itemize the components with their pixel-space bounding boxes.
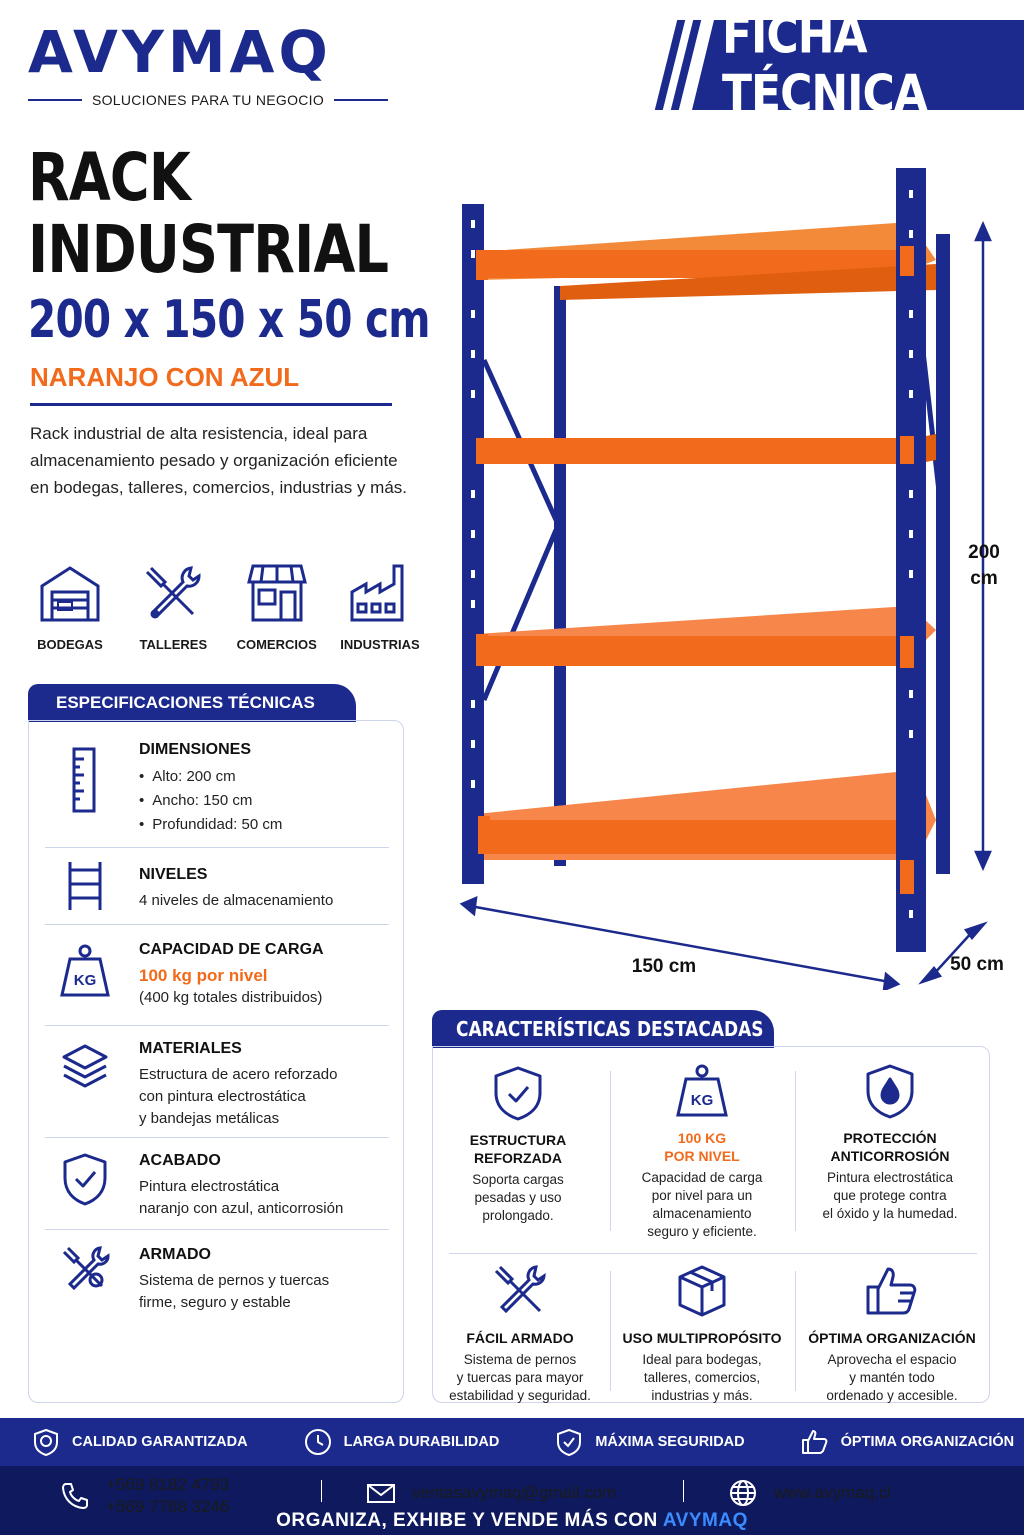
feature-divider <box>449 1253 977 1254</box>
badge-label: CALIDAD GARANTIZADA <box>72 1434 248 1450</box>
spec-detail: (400 kg totales distribuidos) <box>139 989 323 1006</box>
slogan-brand: AVYMAQ <box>662 1510 748 1531</box>
feature-desc-line: que protege contra <box>833 1188 947 1203</box>
feature-title <box>425 1131 611 1167</box>
brand-logo <box>28 18 388 108</box>
feature-desc-line: Capacidad de carga <box>641 1170 763 1185</box>
product-title <box>28 139 389 288</box>
badge-label: LARGA DURABILIDAD <box>343 1434 500 1450</box>
spec-title: CAPACIDAD DE CARGA <box>139 941 324 958</box>
feature-desc-line: Sistema de pernos <box>463 1352 577 1367</box>
spec-text <box>139 1244 389 1314</box>
thumbs-up-icon <box>864 1263 920 1319</box>
features-heading-text: CARACTERÍSTICAS DESTACADAS <box>456 1017 764 1041</box>
clock-icon <box>304 1428 332 1456</box>
layers-icon <box>60 1042 110 1092</box>
feature-desc-line: seguro y eficiente. <box>647 1224 757 1239</box>
use-case-label: TALLERES <box>139 637 208 652</box>
badge-durability <box>304 1428 500 1456</box>
product-title-line2: INDUSTRIAL <box>28 211 389 288</box>
feature-divider <box>795 1071 796 1231</box>
spec-icon-wrap <box>45 1244 125 1294</box>
feature-divider <box>795 1271 796 1391</box>
title-divider <box>30 403 392 406</box>
spec-title: ACABADO <box>139 1152 221 1169</box>
feature-description <box>797 1169 983 1223</box>
use-case-label: BODEGAS <box>37 637 103 652</box>
globe-icon <box>728 1478 758 1508</box>
badges-bar <box>0 1418 1024 1466</box>
dimension-item: • Ancho: 150 cm <box>139 789 389 813</box>
feature-desc-line: el óxido y la humedad. <box>822 1206 958 1221</box>
wrench-icon <box>60 1244 110 1294</box>
slogan-text: ORGANIZA, EXHIBE Y VENDE MÁS CON <box>276 1510 658 1531</box>
height-dimension-label <box>956 540 1012 592</box>
tools-icon <box>492 1263 548 1319</box>
use-case-bodegas <box>20 562 120 652</box>
rack-shelf <box>476 770 936 860</box>
feature-description <box>425 1171 611 1225</box>
badge-security <box>555 1428 744 1456</box>
website-url[interactable]: www.avymaq.cl <box>774 1483 892 1502</box>
spec-assembly <box>45 1230 389 1330</box>
dimension-list <box>139 765 389 837</box>
contact-email[interactable] <box>366 1478 616 1508</box>
tagline-rule-right <box>334 99 388 101</box>
height-unit: cm <box>970 568 998 589</box>
feature-protection <box>797 1063 983 1223</box>
feature-title <box>797 1129 983 1165</box>
rack-drawing <box>440 160 1024 990</box>
spec-text <box>139 939 389 1009</box>
feature-desc-line: industrias y más. <box>651 1388 753 1403</box>
feature-desc-line: estabilidad y seguridad. <box>449 1388 591 1403</box>
spec-highlight: 100 kg por nivel <box>139 966 268 985</box>
mail-icon <box>366 1478 396 1508</box>
contact-web[interactable] <box>728 1478 891 1508</box>
dimension-item: • Profundidad: 50 cm <box>139 813 389 837</box>
box-icon <box>674 1263 730 1319</box>
spec-detail: 4 niveles de almacenamiento <box>139 892 334 909</box>
feature-description <box>609 1169 795 1241</box>
spec-title: MATERIALES <box>139 1040 242 1057</box>
product-description: Rack industrial de alta resistencia, ideal para almacenamiento pesado y organización eficiente en bodegas, talleres, comercios, industrias y más. <box>30 424 408 497</box>
feature-title-line: ESTRUCTURA <box>469 1132 567 1148</box>
spec-finish <box>45 1138 389 1230</box>
feature-title: FÁCIL ARMADO <box>466 1330 574 1346</box>
dimension-item: • Alto: 200 cm <box>139 765 389 789</box>
spec-icon-wrap <box>45 860 125 912</box>
email-address[interactable]: ventasavymaq@gmail.com <box>412 1483 617 1502</box>
contact-divider <box>321 1480 322 1502</box>
phone-icon <box>60 1481 90 1511</box>
use-case-industrias <box>330 562 430 652</box>
spec-icon-wrap <box>45 1152 125 1206</box>
use-case-comercios <box>227 562 327 652</box>
spec-detail: con pintura electrostática <box>139 1088 306 1105</box>
spec-title: ARMADO <box>139 1246 211 1263</box>
spec-detail: firme, seguro y estable <box>139 1294 291 1311</box>
factory-icon <box>348 562 412 624</box>
specs-heading: ESPECIFICACIONES TÉCNICAS <box>28 684 356 722</box>
weight-icon-label: KG <box>690 1092 714 1109</box>
spec-detail: naranjo con azul, anticorrosión <box>139 1200 344 1217</box>
feature-desc-line: prolongado. <box>482 1208 554 1223</box>
rack-illustration <box>440 160 1024 990</box>
spec-icon-wrap <box>45 1042 125 1092</box>
feature-title-line: POR NIVEL <box>664 1148 740 1164</box>
feature-title-line: PROTECCIÓN <box>843 1130 937 1146</box>
specs-panel <box>28 720 404 1403</box>
rack-rear-post <box>554 286 566 866</box>
height-value: 200 <box>968 542 1000 563</box>
contact-divider <box>683 1480 684 1502</box>
slogan <box>0 1510 1024 1532</box>
spec-capacity <box>45 925 389 1026</box>
ruler-icon <box>60 747 110 813</box>
rack-rear-post <box>936 234 950 874</box>
weight-icon-label: KG <box>73 972 97 989</box>
spec-text <box>139 1038 389 1130</box>
product-color: NARANJO CON AZUL <box>30 362 300 392</box>
brand-tagline <box>28 92 388 108</box>
feature-title: ÓPTIMA ORGANIZACIÓN <box>808 1330 976 1346</box>
feature-capacity <box>609 1063 795 1241</box>
rack-front-post <box>896 168 926 952</box>
feature-title-line: REFORZADA <box>474 1150 562 1166</box>
spec-detail: Sistema de pernos y tuercas <box>139 1272 330 1289</box>
shield-check-icon <box>490 1065 546 1121</box>
features-panel <box>432 1046 990 1403</box>
warehouse-icon <box>38 562 102 624</box>
rack-shelf <box>476 434 936 464</box>
feature-desc-line: almacenamiento <box>652 1206 752 1221</box>
feature-desc-line: pesadas y uso <box>474 1190 562 1205</box>
product-title-line1: RACK <box>28 139 190 216</box>
feature-desc-line: Soporta cargas <box>472 1172 564 1187</box>
shield-check-icon <box>555 1428 583 1456</box>
feature-description <box>609 1351 795 1405</box>
feature-multipurpose <box>609 1263 795 1405</box>
feature-description <box>799 1351 985 1405</box>
store-icon <box>245 562 309 624</box>
feature-organization <box>799 1263 985 1405</box>
width-dimension-label: 150 cm <box>631 956 697 977</box>
weight-icon <box>60 943 110 999</box>
spec-detail: Estructura de acero reforzado <box>139 1066 338 1083</box>
feature-description <box>427 1351 613 1405</box>
spec-title: DIMENSIONES <box>139 741 252 758</box>
feature-desc-line: talleres, comercios, <box>643 1370 761 1385</box>
rack-shelf <box>476 606 936 666</box>
use-cases <box>20 562 430 652</box>
shelf-icon <box>60 860 110 912</box>
water-shield-icon <box>862 1063 918 1119</box>
weight-icon <box>674 1063 730 1119</box>
banner-title: FICHA TÉCNICA <box>722 6 927 124</box>
spec-text <box>139 739 389 837</box>
shield-check-icon <box>60 1152 110 1206</box>
spec-levels <box>45 848 389 925</box>
feature-desc-line: Ideal para bodegas, <box>642 1352 762 1367</box>
feature-desc-line: Pintura electrostática <box>826 1170 954 1185</box>
use-case-label: INDUSTRIAS <box>340 637 420 652</box>
spec-detail: Pintura electrostática <box>139 1178 280 1195</box>
spec-text <box>139 1150 389 1220</box>
use-case-talleres <box>123 562 223 652</box>
thumbs-up-icon <box>801 1428 829 1456</box>
feature-title: USO MULTIPROPÓSITO <box>622 1330 782 1346</box>
phone-number[interactable]: +569 7788 3246 <box>106 1497 230 1516</box>
brand-name: AVYMAQ <box>28 18 332 86</box>
feature-desc-line: y mantén todo <box>849 1370 935 1385</box>
spec-title: NIVELES <box>139 866 208 883</box>
spec-materials <box>45 1026 389 1138</box>
badge-label: MÁXIMA SEGURIDAD <box>595 1434 745 1450</box>
feature-structure <box>425 1065 611 1225</box>
tagline-text: SOLUCIONES PARA TU NEGOCIO <box>91 92 325 108</box>
depth-dimension-label: 50 cm <box>950 954 1004 975</box>
feature-desc-line: y tuercas para mayor <box>456 1370 584 1385</box>
spec-detail: y bandejas metálicas <box>139 1110 280 1127</box>
badge-quality <box>32 1428 248 1456</box>
feature-assembly <box>427 1263 613 1405</box>
phone-number[interactable]: +569 8182 4793 <box>106 1475 230 1494</box>
feature-desc-line: Aprovecha el espacio <box>827 1352 957 1367</box>
tagline-rule-left <box>28 99 82 101</box>
rack-shelf <box>476 222 936 300</box>
feature-title-line: 100 KG <box>677 1130 727 1146</box>
award-shield-icon <box>32 1428 60 1456</box>
feature-desc-line: por nivel para un <box>651 1188 753 1203</box>
feature-title <box>609 1129 795 1165</box>
feature-desc-line: ordenado y accesible. <box>826 1388 958 1403</box>
spec-icon-wrap <box>45 943 125 999</box>
features-heading <box>432 1010 774 1048</box>
tools-icon <box>141 562 205 624</box>
spec-icon-wrap <box>45 747 125 813</box>
feature-title-line: ANTICORROSIÓN <box>830 1148 950 1164</box>
product-size: 200 x 150 x 50 cm <box>28 290 430 350</box>
use-case-label: COMERCIOS <box>236 637 317 652</box>
badge-organization <box>801 1428 1014 1456</box>
ficha-banner <box>652 6 1024 124</box>
badge-label: ÓPTIMA ORGANIZACIÓN <box>840 1434 1015 1450</box>
spec-dimensions <box>45 721 389 848</box>
spec-text <box>139 864 389 912</box>
